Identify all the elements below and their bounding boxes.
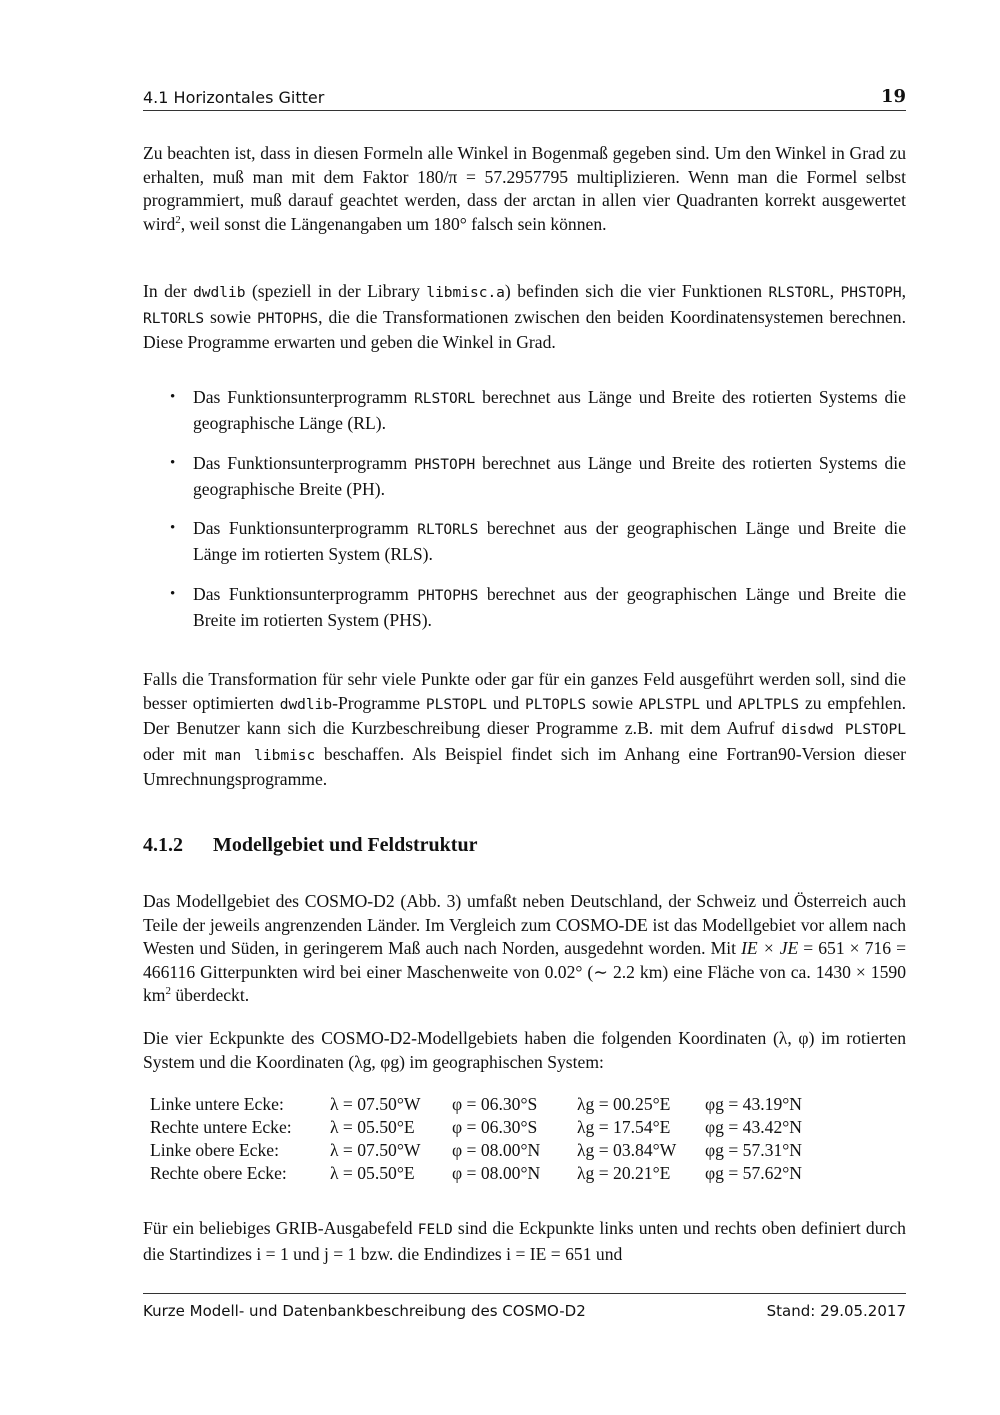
- code-feld: FELD: [417, 1222, 453, 1238]
- paragraph-text: = 651 × 716 = 466116 Gitterpunkten wird bei einer Maschenweite von 0.02° (∼ 2.2 km) eine Fläche von ca. 1430 × 1590 km: [143, 938, 906, 1005]
- paragraph-text: und: [487, 692, 526, 713]
- paragraph-text: Das Modellgebiet des COSMO-D2 (Abb. 3) umfaßt neben Deutschland, der Schweiz und Österreich auch Teile der jeweils angrenzenden Länder. Im Vergleich zum COSMO-DE ist das Modellgebiet vor allem nach Westen und Süden, in geringerem Maß auch nach Norden, ausgedehnt worden. Mit: [143, 891, 906, 958]
- bullet-icon: •: [170, 389, 176, 405]
- footer-document-title: Kurze Modell- und Datenbankbeschreibung des COSMO-D2: [143, 1302, 586, 1320]
- code-man-libmisc: man libmisc: [215, 747, 316, 764]
- header-section-title: 4.1 Horizontales Gitter: [143, 88, 325, 107]
- paragraph-text: ,: [829, 281, 841, 301]
- table-cell: λ = 07.50°W: [330, 1140, 421, 1160]
- paragraph-text: und: [699, 692, 739, 713]
- paragraph-text: überdeckt.: [170, 985, 250, 1005]
- bullet-icon: •: [170, 455, 176, 471]
- page-number: 19: [880, 86, 906, 107]
- table-cell: φg = 43.42°N: [705, 1117, 802, 1137]
- running-header: [143, 86, 906, 111]
- table-cell: λ = 07.50°W: [330, 1094, 421, 1114]
- table-cell: φg = 57.62°N: [705, 1163, 802, 1183]
- paragraph-text: beschaffen. Als Beispiel findet sich im Anhang eine Fortran90-Version dieser Umrechnungsprogramme.: [143, 743, 906, 789]
- paragraph-radian-note: [143, 142, 906, 236]
- paragraph-text: (speziell in der Library: [245, 281, 427, 301]
- paragraph-optimized-programs: [143, 668, 906, 792]
- bullet-icon: •: [170, 586, 176, 602]
- table-row: [150, 1162, 825, 1185]
- table-cell: Rechte untere Ecke:: [150, 1117, 292, 1137]
- list-item-text: Das Funktionsunterprogramm: [193, 584, 418, 604]
- code-pltopls: PLTOPLS: [525, 696, 587, 713]
- paragraph-text: Zu beachten ist, dass in diesen Formeln alle Winkel in Bogenmaß gegeben sind. Um den Winkel in Grad zu erhalten, muß man mit dem Faktor 180/π = 57.2957795 multiplizieren. Wenn man die Formel selbst programmiert, muß darauf geachtet werden, dass der arctan in allen vier Quadranten korrekt ausgewertet wird: [143, 143, 906, 234]
- footer-date: Stand: 29.05.2017: [766, 1302, 906, 1320]
- running-footer: [143, 1293, 906, 1320]
- paragraph-text: -Programme: [332, 692, 426, 713]
- list-item-code: PHSTOPH: [414, 457, 476, 473]
- list-item-text: berechnet aus der geographischen Länge und Breite die Länge im rotierten System (RLS).: [193, 518, 906, 564]
- paragraph-dwdlib-functions: [143, 280, 906, 355]
- subsection-heading: [143, 834, 906, 857]
- code-dwdlib: dwdlib: [193, 285, 246, 301]
- table-cell: λg = 20.21°E: [577, 1163, 671, 1183]
- paragraph-text: ,: [901, 281, 907, 301]
- paragraph-text: sowie: [586, 692, 639, 713]
- list-item-text: Das Funktionsunterprogramm: [193, 518, 418, 538]
- paragraph-text: , weil sonst die Längenangaben um 180° falsch sein können.: [180, 213, 607, 234]
- paragraph-text: , die die Transformationen zwischen den beiden Koordinatensystemen berechnen. Diese Programme erwarten und geben die Winkel in Grad.: [143, 306, 906, 352]
- table-row: [150, 1139, 825, 1162]
- table-cell: Linke untere Ecke:: [150, 1094, 284, 1114]
- table-cell: Rechte obere Ecke:: [150, 1163, 287, 1183]
- paragraph-text: oder mit: [143, 743, 215, 764]
- paragraph-text: sowie: [204, 306, 258, 327]
- list-item-text: Das Funktionsunterprogramm: [193, 453, 415, 473]
- list-item-text: berechnet aus Länge und Breite des rotierten Systems die geographische Länge (RL).: [193, 387, 906, 433]
- code-rltorls: RLTORLS: [143, 310, 205, 327]
- paragraph-grib-field: [143, 1217, 906, 1266]
- table-row: [150, 1093, 825, 1116]
- table-cell: φ = 08.00°N: [452, 1140, 541, 1160]
- list-item-code: RLTORLS: [417, 522, 479, 538]
- list-item-text: berechnet aus der geographischen Länge und Breite die Breite im rotierten System (PHS).: [193, 584, 906, 630]
- paragraph-text: Falls die Transformation für sehr viele Punkte oder gar für ein ganzes Feld ausgeführt werden soll, sind die besser optimierten: [143, 669, 906, 713]
- subsection-number: 4.1.2: [143, 834, 183, 856]
- code-aplstpl: APLSTPL: [638, 696, 700, 713]
- table-cell: Linke obere Ecke:: [150, 1140, 279, 1160]
- table-cell: φ = 06.30°S: [452, 1094, 538, 1114]
- corner-coordinates-table: [150, 1093, 825, 1185]
- bullet-icon: •: [170, 520, 176, 536]
- footnote-mark[interactable]: 2: [175, 213, 181, 226]
- list-item-code: RLSTORL: [414, 391, 476, 407]
- subsection-title: Modellgebiet und Feldstruktur: [213, 834, 478, 856]
- code-libmisc: libmisc.a: [426, 285, 505, 301]
- paragraph-text: Die vier Eckpunkte des COSMO-D2-Modellgebiets haben die folgenden Koordinaten (λ, φ) im rotierten System und die Koordinaten (λg, φg) im geographischen System:: [143, 1028, 906, 1072]
- list-item-text: berechnet aus Länge und Breite des rotierten Systems die geographische Breite (PH).: [193, 453, 906, 499]
- table-cell: λg = 17.54°E: [577, 1117, 671, 1137]
- code-apltpls: APLTPLS: [738, 696, 800, 713]
- table-cell: λ = 05.50°E: [330, 1163, 415, 1183]
- table-cell: φ = 06.30°S: [452, 1117, 538, 1137]
- code-phstoph: PHSTOPH: [840, 285, 902, 301]
- paragraph-text: sind die Eckpunkte links unten und rechts oben definiert durch die Startindizes i = 1 und j = 1 bzw. die Endindizes i = IE = 651 und: [143, 1218, 906, 1264]
- table-cell: λg = 03.84°W: [577, 1140, 677, 1160]
- table-row: [150, 1116, 825, 1139]
- math-ie-je: IE × JE: [741, 938, 799, 958]
- table-cell: φg = 43.19°N: [705, 1094, 802, 1114]
- paragraph-text: zu empfehlen. Der Benutzer kann sich die Kurzbeschreibung dieser Programme z.B. mit dem Aufruf: [143, 692, 907, 738]
- table-cell: λg = 00.25°E: [577, 1094, 671, 1114]
- list-item-code: PHTOPHS: [417, 588, 479, 604]
- superscript: 2: [165, 985, 171, 998]
- code-disdwd: disdwd PLSTOPL: [781, 722, 906, 738]
- paragraph-corner-points: [143, 1027, 906, 1074]
- code-dwdlib: dwdlib: [279, 696, 333, 713]
- paragraph-text: ) befinden sich die vier Funktionen: [504, 281, 769, 301]
- paragraph-text: In der: [143, 281, 194, 301]
- code-rlstorl: RLSTORL: [768, 285, 830, 301]
- code-phtophs: PHTOPHS: [257, 310, 319, 327]
- list-item-text: Das Funktionsunterprogramm: [193, 387, 415, 407]
- paragraph-model-domain: [143, 890, 906, 1008]
- table-cell: λ = 05.50°E: [330, 1117, 415, 1137]
- paragraph-text: Für ein beliebiges GRIB-Ausgabefeld: [143, 1218, 418, 1238]
- table-cell: φ = 08.00°N: [452, 1163, 541, 1183]
- table-cell: φg = 57.31°N: [705, 1140, 802, 1160]
- code-plstopl: PLSTOPL: [425, 696, 487, 713]
